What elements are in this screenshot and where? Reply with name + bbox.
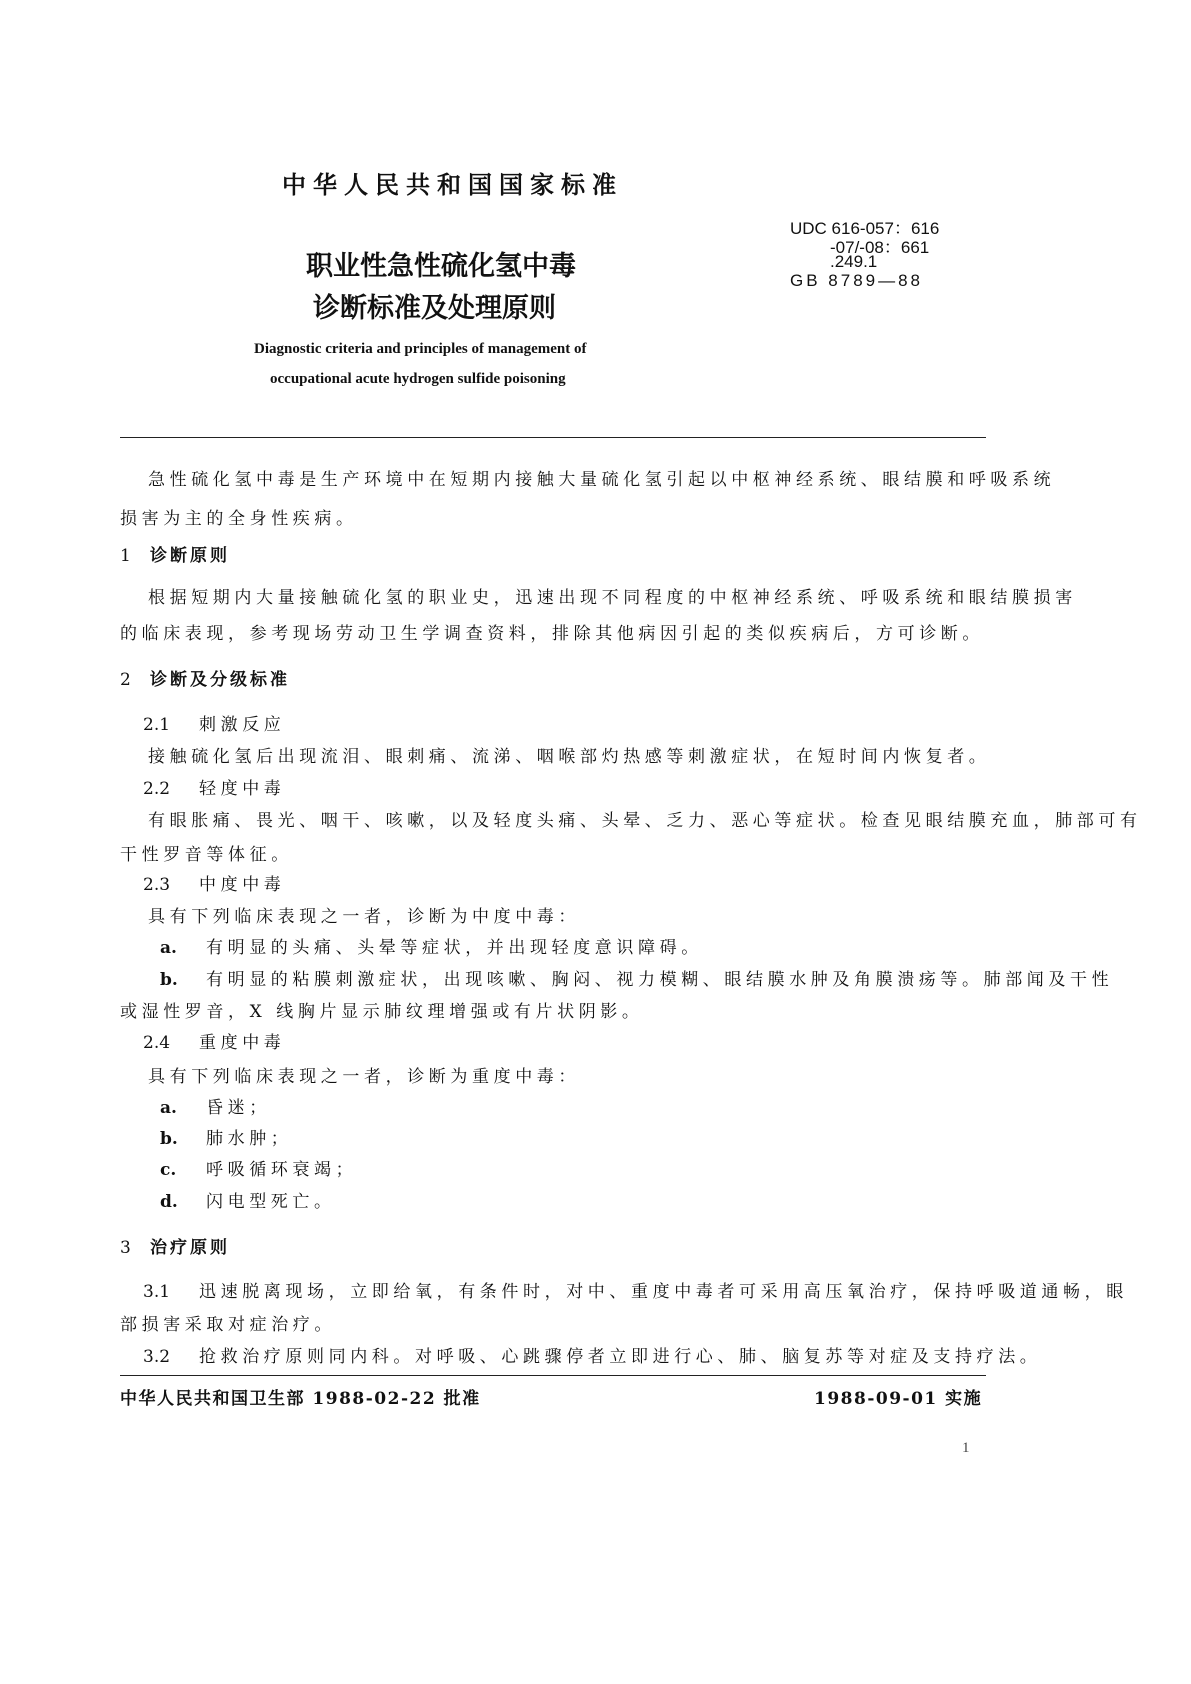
english-title-line-1: Diagnostic criteria and principles of management of (254, 341, 587, 357)
subsection-title: 重度中毒 (199, 1033, 286, 1053)
s32-line (143, 1346, 1041, 1368)
s24-item-d (160, 1191, 336, 1213)
paragraph-text: 迅速脱离现场，立即给氧，有条件时，对中、重度中毒者可采用高压氧治疗，保持呼吸道通畅，眼 (199, 1282, 1128, 1302)
intro-line-2: 损害为主的全身性疾病。 (120, 509, 358, 529)
section-2-heading (120, 669, 290, 691)
s23-item-a (160, 937, 703, 959)
section-1-heading (120, 545, 230, 567)
item-text: 闪电型死亡。 (206, 1192, 336, 1212)
approval-text: 中华人民共和国卫生部 1988-02-22 批准 (120, 1389, 481, 1409)
item-label: a. (160, 938, 177, 958)
subsection-number: 2.2 (143, 779, 171, 799)
s24-item-c (160, 1159, 357, 1181)
item-text: 有明显的头痛、头晕等症状，并出现轻度意识障碍。 (206, 938, 703, 958)
udc-line-1: UDC 616-057：616 (790, 219, 940, 238)
s23-item-b-cont: 或湿性罗音，X 线胸片显示肺纹理增强或有片状阴影。 (120, 1002, 644, 1022)
s31-line-1 (143, 1281, 1128, 1303)
item-text: 昏迷； (206, 1098, 271, 1118)
section-title: 治疗原则 (150, 1238, 230, 1258)
s23-heading (143, 874, 285, 896)
gb-number: GB 8789—88 (790, 271, 924, 290)
s21-text: 接触硫化氢后出现流泪、眼刺痛、流涕、咽喉部灼热感等刺激症状，在短时间内恢复者。 (148, 747, 991, 767)
s22-line-2: 干性罗音等体征。 (120, 845, 293, 865)
subsection-title: 刺激反应 (199, 715, 286, 735)
section-title: 诊断原则 (150, 546, 230, 566)
section-number: 2 (120, 670, 131, 690)
section-3-heading (120, 1237, 230, 1259)
subsection-number: 2.1 (143, 715, 171, 735)
subsection-number: 3.1 (143, 1282, 171, 1302)
subsection-title: 中度中毒 (199, 875, 286, 895)
subsection-title: 轻度中毒 (199, 779, 286, 799)
item-text: 呼吸循环衰竭； (206, 1160, 358, 1180)
s1-line-2: 的临床表现，参考现场劳动卫生学调查资料，排除其他病因引起的类似疾病后，方可诊断。 (120, 624, 984, 644)
item-text: 肺水肿； (206, 1129, 293, 1149)
subsection-number: 2.4 (143, 1033, 171, 1053)
subsection-number: 3.2 (143, 1347, 171, 1367)
intro-line-1: 急性硫化氢中毒是生产环境中在短期内接触大量硫化氢引起以中枢神经系统、眼结膜和呼吸系统 (148, 470, 1056, 490)
paragraph-text: 抢救治疗原则同内科。对呼吸、心跳骤停者立即进行心、肺、脑复苏等对症及支持疗法。 (199, 1347, 1042, 1367)
footer-divider (120, 1375, 986, 1376)
s24-item-b (160, 1128, 292, 1150)
item-label: b. (160, 1129, 178, 1149)
s24-lead: 具有下列临床表现之一者，诊断为重度中毒： (148, 1067, 580, 1087)
document-title-line-2: 诊断标准及处理原则 (313, 293, 556, 324)
document-title-line-1: 职业性急性硫化氢中毒 (306, 251, 576, 282)
item-label: a. (160, 1098, 177, 1118)
subsection-number: 2.3 (143, 875, 171, 895)
s31-line-2: 部损害采取对症治疗。 (120, 1315, 336, 1335)
udc-line-2: -07/-08：661 (830, 238, 930, 257)
item-text: 有明显的粘膜刺激症状，出现咳嗽、胸闷、视力模糊、眼结膜水肿及角膜溃疡等。肺部闻及干性 (206, 970, 1114, 990)
section-title: 诊断及分级标准 (150, 670, 290, 690)
item-label: d. (160, 1192, 178, 1212)
s24-item-a (160, 1097, 271, 1119)
page-number: 1 (962, 1440, 970, 1456)
english-title-line-2: occupational acute hydrogen sulfide poisoning (270, 371, 566, 387)
s21-heading (143, 714, 285, 736)
national-standard-title: 中华人民共和国国家标准 (282, 170, 623, 199)
effective-date: 1988-09-01 实施 (814, 1389, 983, 1409)
udc-line-3: .249.1 (830, 252, 878, 271)
s24-heading (143, 1032, 285, 1054)
s22-line-1: 有眼胀痛、畏光、咽干、咳嗽，以及轻度头痛、头晕、乏力、恶心等症状。检查见眼结膜充血，肺部可有 (148, 811, 1142, 831)
s22-heading (143, 778, 285, 800)
s23-item-b (160, 969, 1113, 991)
s1-line-1: 根据短期内大量接触硫化氢的职业史，迅速出现不同程度的中枢神经系统、呼吸系统和眼结膜损害 (148, 588, 1077, 608)
section-number: 1 (120, 546, 131, 566)
item-label: b. (160, 970, 178, 990)
item-label: c. (160, 1160, 177, 1180)
s23-lead: 具有下列临床表现之一者，诊断为中度中毒： (148, 907, 580, 927)
section-number: 3 (120, 1238, 131, 1258)
header-divider (120, 437, 986, 438)
